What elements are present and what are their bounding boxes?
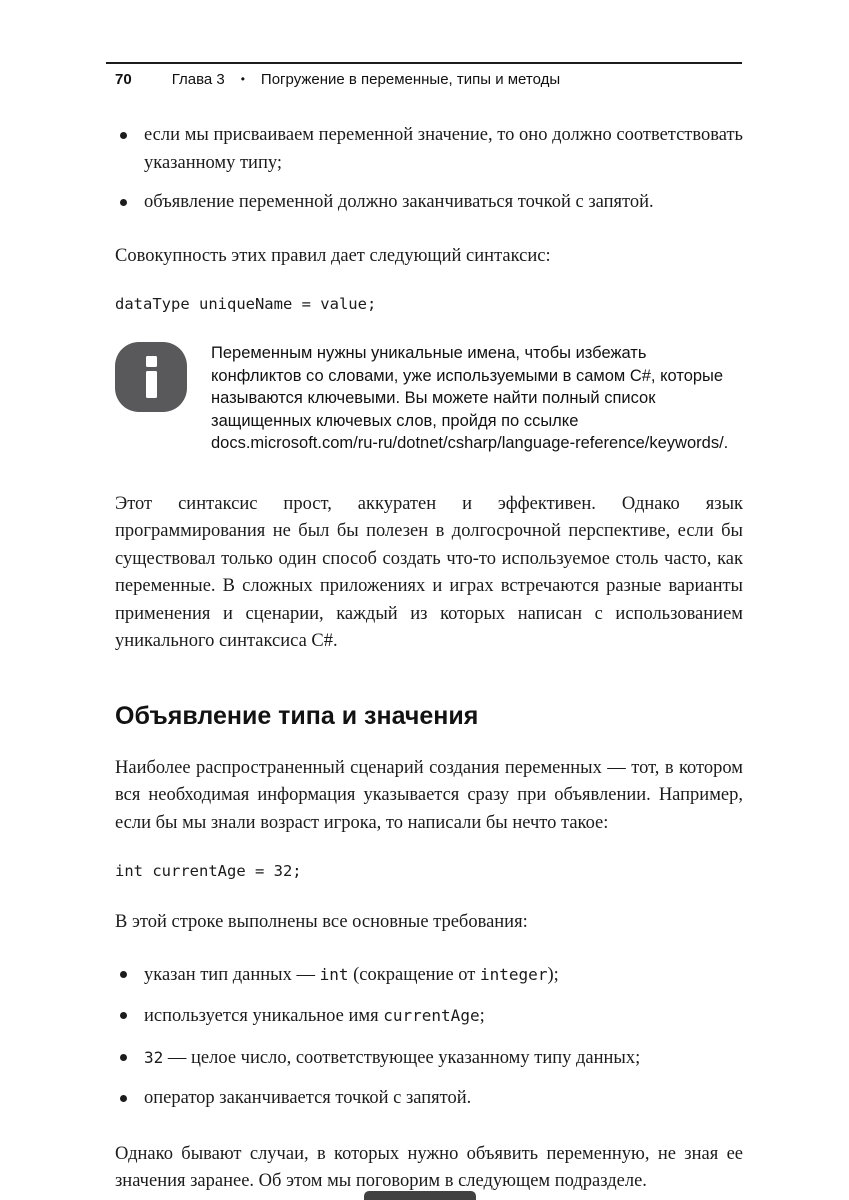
list-item-text: используется уникальное имя bbox=[144, 1006, 384, 1026]
chapter-label: Глава 3 bbox=[171, 71, 225, 88]
requirements-list bbox=[115, 961, 743, 1113]
list-item-text: — целое число, соответствующее указанному типу данных; bbox=[163, 1047, 641, 1068]
paragraph-syntax-discussion: Этот синтаксис прост, аккуратен и эффективен. Однако язык программирования не был бы полезен в долгосрочной перспективе, если бы существовал только один способ создать что-то используемое столь часто, как переменные. В сложных приложениях и играх встречаются разные варианты применения и сценарии, каждый из которых написан с использованием уникального синтаксиса C#. bbox=[115, 493, 743, 651]
section-heading: Объявление типа и значения bbox=[115, 701, 479, 730]
page-number: 70 bbox=[115, 71, 132, 88]
list-item bbox=[115, 1044, 743, 1073]
list-item-text: если мы присваиваем переменной значение, то оно должно соответствовать указанному типу; bbox=[144, 125, 743, 173]
list-item bbox=[115, 1085, 743, 1113]
paragraph-closing: Однако бывают случаи, в которых нужно объявить переменную, не зная ее значения заранее. Об этом мы поговорим в следующем подразделе. bbox=[115, 1143, 743, 1191]
list-item-text: ); bbox=[547, 964, 559, 985]
inline-code: 32 bbox=[144, 1047, 164, 1067]
paragraph-requirements-intro: В этой строке выполнены все основные требования: bbox=[115, 912, 528, 932]
rules-list bbox=[115, 122, 743, 217]
list-item-text: указан тип данных — bbox=[144, 964, 320, 985]
info-box-text: Переменным нужны уникальные имена, чтобы избежать конфликтов со словами, уже используемыми в самом C#, которые называются ключевыми. Вы можете найти полный список защищенных ключевых слов, пройдя по ссылке docs.microsoft.com/ru-ru/dotnet/csharp/language-reference/keywords/. bbox=[211, 344, 729, 452]
page-content bbox=[115, 106, 743, 1200]
paragraph-syntax-intro: Совокупность этих правил дает следующий синтаксис: bbox=[115, 245, 551, 266]
list-item-text: (сокращение от bbox=[348, 964, 481, 985]
chapter-title: Погружение в переменные, типы и методы bbox=[260, 71, 561, 88]
next-page-edge bbox=[364, 1191, 476, 1200]
inline-code: integer bbox=[480, 964, 548, 984]
paragraph-section-intro: Наиболее распространенный сценарий создания переменных — тот, в котором вся необходимая информация указывается сразу при объявлении. Например, если бы мы знали возраст игрока, то написали бы нечто такое: bbox=[115, 757, 743, 833]
info-icon-stem bbox=[146, 371, 157, 398]
list-item bbox=[115, 1002, 743, 1031]
list-item bbox=[115, 122, 743, 177]
info-icon bbox=[115, 342, 187, 412]
header-separator-bullet: • bbox=[240, 72, 245, 86]
inline-code: currentAge bbox=[383, 1006, 480, 1025]
list-item-text: оператор заканчивается точкой с запятой. bbox=[144, 1088, 472, 1108]
list-item-text: ; bbox=[479, 1006, 485, 1026]
info-box bbox=[115, 342, 743, 455]
list-item bbox=[115, 961, 743, 990]
running-header-row bbox=[106, 71, 742, 88]
list-item bbox=[115, 189, 743, 217]
inline-code: int bbox=[319, 964, 349, 984]
code-block-syntax: dataType uniqueName = value; bbox=[115, 295, 377, 313]
info-icon-dot bbox=[146, 356, 157, 367]
list-item-text: объявление переменной должно заканчиваться точкой с запятой. bbox=[144, 192, 654, 212]
code-block-example: int currentAge = 32; bbox=[115, 862, 302, 880]
running-header bbox=[106, 62, 742, 88]
